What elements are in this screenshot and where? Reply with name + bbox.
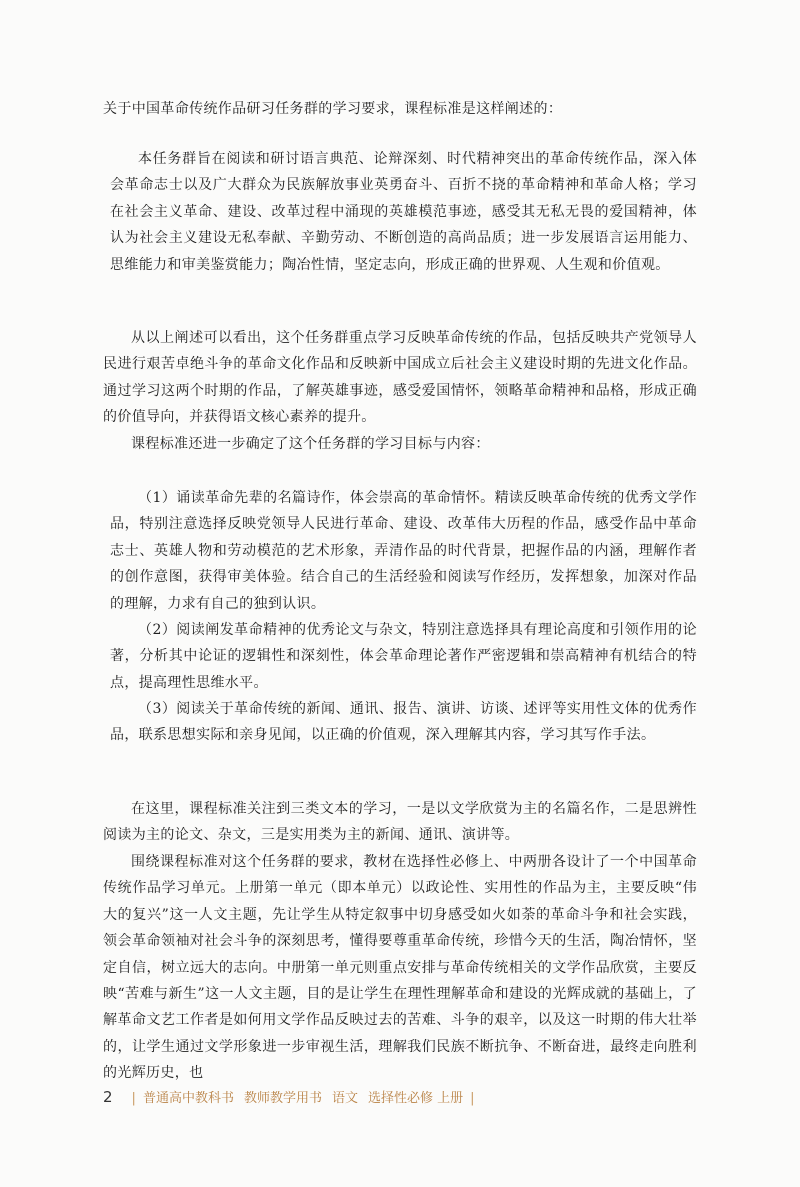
textbook-units-paragraph: 围绕课程标准对这个任务群的要求，教材在选择性必修上、中两册各设计了一个中国革命传统作品学习单元。上册第一单元（即本单元）以政论性、实用性的作品为主，主要反映“伟大的复兴”这一人文主题，先让学生从特定叙事中切身感受如火如荼的革命斗争和社会实践，领会革命领袖对社会斗争的深刻思考，懂得要尊重革命传统，珍惜今天的生活，陶冶情怀，坚定自信，树立远大的志向。中册第一单元则重点安排与革命传统相关的文学作品欣赏，主要反映“苦难与新生”这一人文主题，目的是让学生在理性理解革命和建设的光辉成就的基础上，了解革命文艺工作者是如何用文学作品反映过去的苦难、斗争的艰辛，以及这一时期的伟大壮举的，让学生通过文学形象进一步审视生活，理解我们民族不断抗争、不断奋进，最终走向胜利的光辉历史，也 bbox=[103, 854, 697, 1082]
page-number: 2 bbox=[103, 1088, 113, 1106]
analysis-paragraph: 从以上阐述可以看出，这个任务群重点学习反映革命传统的作品，包括反映共产党领导人民进行艰苦卓绝斗争的革命文化作品和反映新中国成立后社会主义建设时期的先进文化作品。通过学习这两个时期的作品，了解英雄事迹，感受爱国情怀，领略革命精神和品格，形成正确的价值导向，并获得语文核心素养的提升。 bbox=[103, 330, 697, 426]
footer-volume: 选择性必修 上册 bbox=[367, 1091, 464, 1106]
intro-paragraph: 关于中国革命传统作品研习任务群的学习要求，课程标准是这样阐述的： bbox=[103, 101, 563, 117]
footer-book: 教师教学用书 bbox=[243, 1091, 322, 1106]
goal-item-3: （3）阅读关于革命传统的新闻、通讯、报告、演讲、访谈、述评等实用性文体的优秀作品，联系思想实际和亲身见闻，以正确的价值观，深入理解其内容，学习其写作手法。 bbox=[110, 701, 697, 744]
standard-quote-paragraph: 本任务群旨在阅读和研讨语言典范、论辩深刻、时代精神突出的革命传统作品，深入体会革命志士以及广大群众为民族解放事业英勇奋斗、百折不挠的革命精神和革命人格；学习在社会主义革命、建设、改革过程中涌现的英雄模范事迹，感受其无私无畏的爱国精神，体认为社会主义建设无私奉献、辛勤劳动、不断创造的高尚品质；进一步发展语言运用能力、思维能力和审美鉴赏能力；陶冶性情，坚定志向，形成正确的世界观、人生观和价值观。 bbox=[110, 151, 697, 273]
footer-series: 普通高中教科书 bbox=[142, 1091, 234, 1106]
page-footer bbox=[103, 1087, 482, 1106]
footer-divider-left: | bbox=[131, 1091, 136, 1106]
goal-item-1: （1）诵读革命先辈的名篇诗作，体会崇高的革命情怀。精读反映革命传统的优秀文学作品，特别注意选择反映党领导人民进行革命、建设、改革伟大历程的作品，感受作品中革命志士、英雄人物和劳动模范的艺术形象，弄清作品的时代背景，把握作品的内涵，理解作者的创作意图，获得审美体验。结合自己的生活经验和阅读写作经历，发挥想象，加深对作品的理解，力求有自己的独到认识。 bbox=[110, 490, 697, 612]
goals-intro-paragraph: 课程标准还进一步确定了这个任务群的学习目标与内容： bbox=[131, 436, 490, 452]
three-text-types-paragraph: 在这里，课程标准关注到三类文本的学习，一是以文学欣赏为主的名篇名作，二是思辨性阅读为主的论文、杂文，三是实用类为主的新闻、通讯、演讲等。 bbox=[103, 801, 697, 844]
goal-item-2: （2）阅读阐发革命精神的优秀论文与杂文，特别注意选择具有理论高度和引领作用的论著，分析其中论证的逻辑性和深刻性，体会革命理论著作严密逻辑和崇高精神有机结合的特点，提高理性思维水平。 bbox=[110, 622, 697, 691]
footer-divider-right: | bbox=[470, 1091, 475, 1106]
footer-subject: 语文 bbox=[331, 1091, 358, 1106]
